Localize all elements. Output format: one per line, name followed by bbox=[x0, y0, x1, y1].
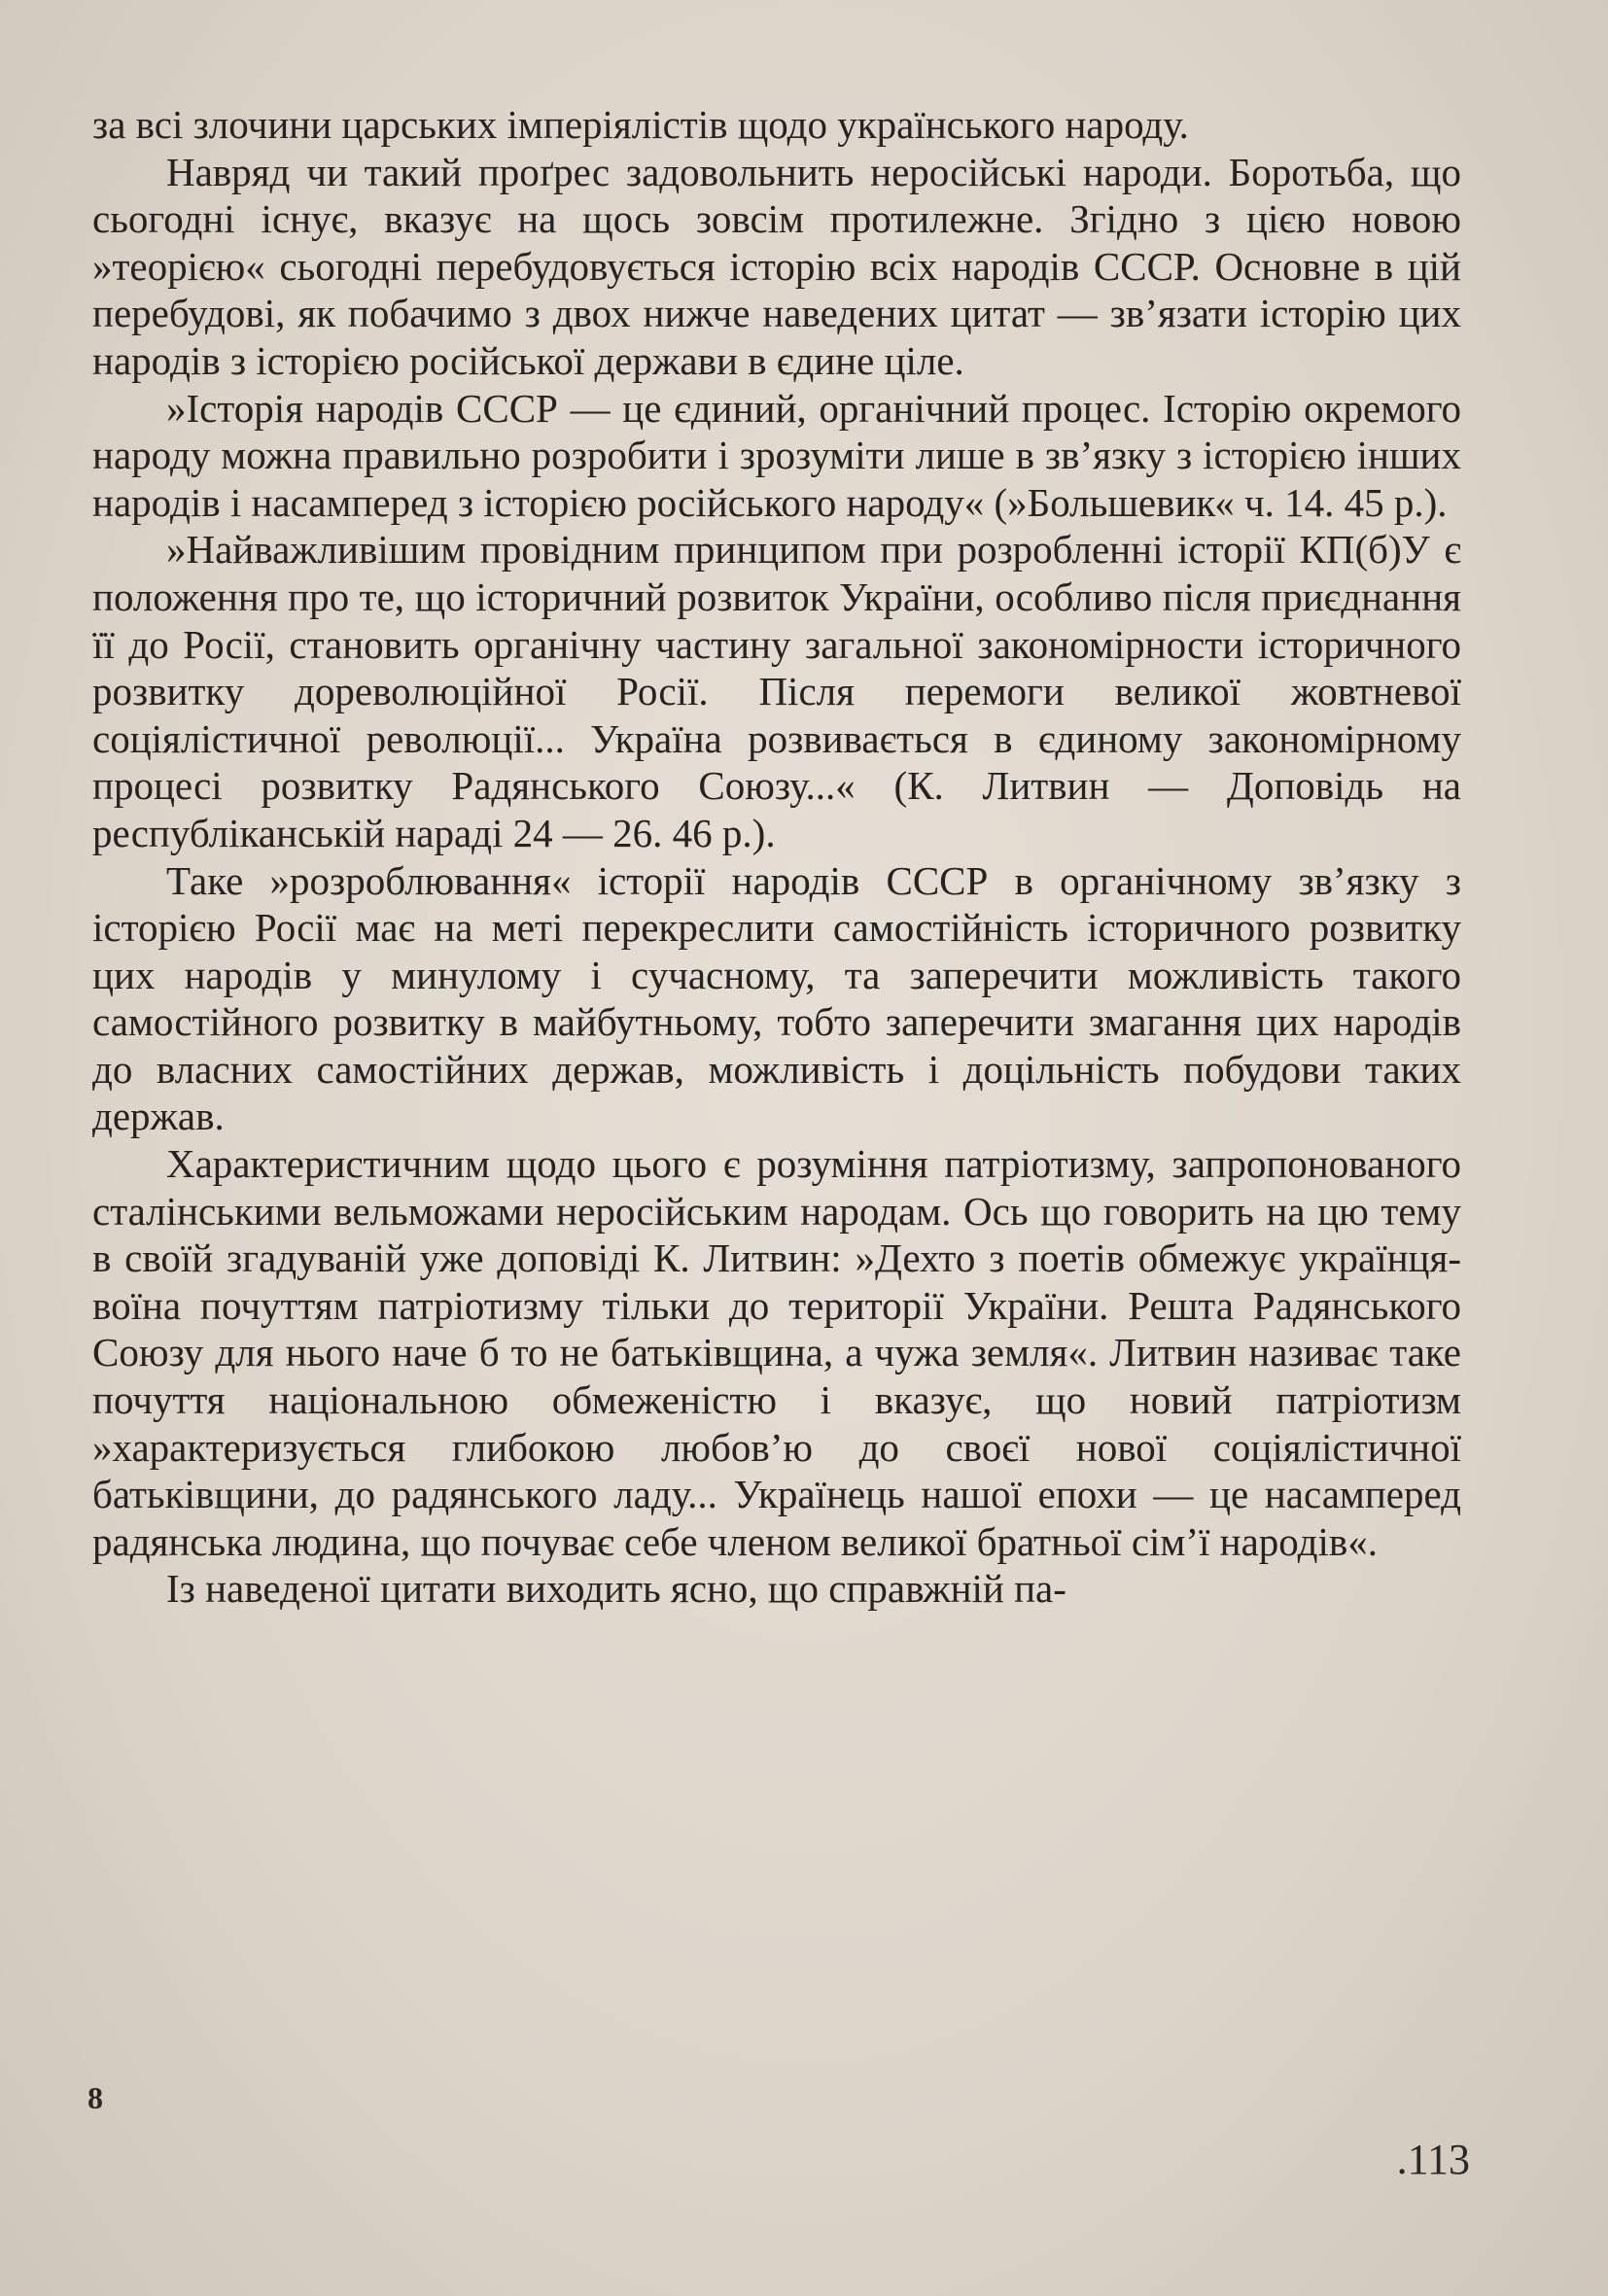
paragraph-7: Із наведеної цитати виходить ясно, що справжній па- bbox=[166, 1566, 1066, 1612]
body-text bbox=[92, 101, 1461, 1613]
paragraph-6: Характеристичним щодо цього є розуміння патріотизму, запропонованого сталінськими вельможами неросійським народам. Ось що говорить на цю тему в своїй згадуваній уже доповіді К. Литвин: »Дехто з поетів обмежує українця-воїна почуттям патріотизму тільки до території України. Решта Радянського Союзу для нього наче б то не батьківщина, а чужа земля«. Литвин називає таке почуття національною обмеженістю і вказує, що новий патріотизм »характеризується глибокою любов’ю до своєї нової соціялістичної батьківщини, до радянського ладу... Українець нашої епохи — це насамперед радянська людина, що почуває себе членом великої братньої сім’ї народів«. bbox=[92, 1141, 1461, 1564]
paragraph-1: за всі злочини царських імперіялістів щодо українського народу. bbox=[92, 102, 1189, 147]
page-number: .113 bbox=[1396, 2136, 1470, 2183]
printer-signature-mark: 8 bbox=[87, 2080, 103, 2115]
paragraph-2: Навряд чи такий проґрес задовольнить неросійські народи. Боротьба, що сьогодні існує, вказує на щось зовсім протилежне. Згідно з цією новою »теорією« сьогодні перебудовується історію всіх народів СССР. Основне в цій перебудові, як побачимо з двох нижче наведених цитат — зв’язати історію цих народів з історією російської держави в єдине ціле. bbox=[92, 149, 1461, 383]
paragraph-5: Таке »розроблювання« історії народів СССР в органічному зв’язку з історією Росії має на меті перекреслити самостійність історичного розвитку цих народів у минулому і сучасному, та заперечити можливість такого самостійного розвитку в майбутньому, тобто заперечити змагання цих народів до власних самостійних держав, можливість і доцільність побудови таких держав. bbox=[92, 857, 1461, 1139]
paragraph-3-quote: »Історія народів СССР — це єдиний, органічний процес. Історію окремого народу можна правильно розробити і зрозуміти лише в зв’язку з історією інших народів і насамперед з історією російського народу« (»Большевик« ч. 14. 45 р.). bbox=[92, 385, 1461, 525]
paragraph-4-quote: »Найважливішим провідним принципом при розробленні історії КП(б)У є положення про те, що історичний розвиток України, особливо після приєднання її до Росії, становить органічну частину загальної закономірности історичного розвитку дореволюційної Росії. Після перемоги великої жовтневої соціялістичної революції... Україна розвивається в єдиному закономірному процесі розвитку Радянського Союзу...« (К. Литвин — Доповідь на республіканській нараді 24 — 26. 46 р.). bbox=[92, 527, 1461, 855]
